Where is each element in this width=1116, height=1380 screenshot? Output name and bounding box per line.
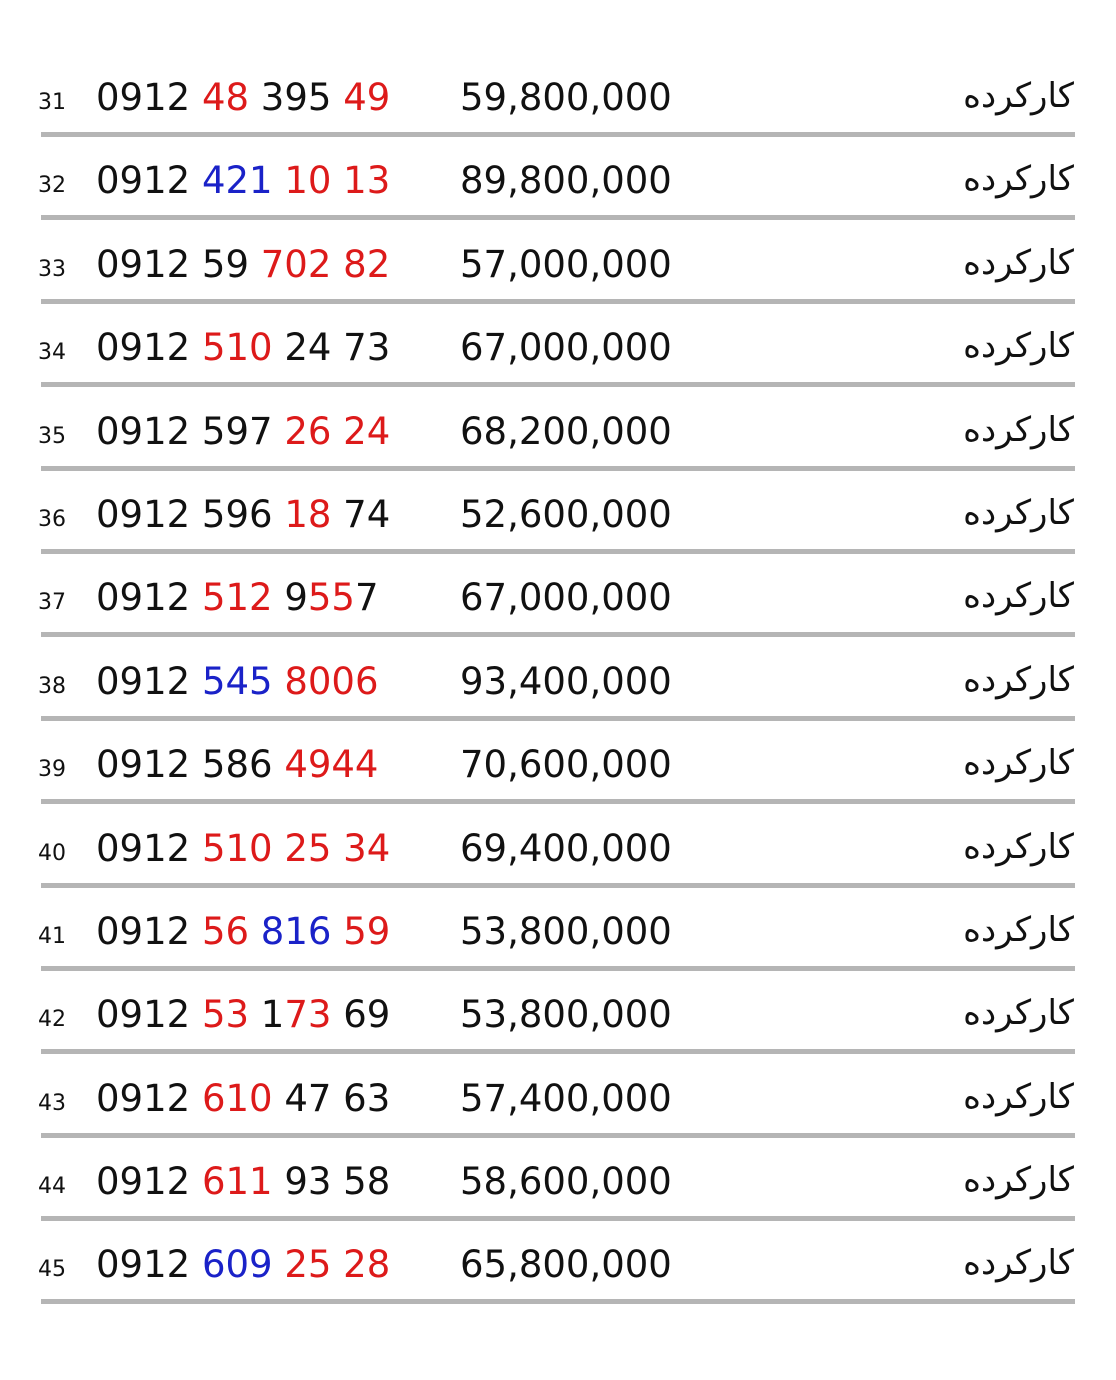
row-index: 37 <box>38 590 66 616</box>
phone-number-segment: 26 24 <box>284 409 391 453</box>
phone-number-segment: 59 <box>343 909 391 953</box>
condition-label: کارکرده <box>963 492 1074 533</box>
phone-number <box>96 410 390 454</box>
condition-label: کارکرده <box>963 76 1074 116</box>
row-index: 32 <box>38 173 66 199</box>
phone-number-segment: 0912 <box>96 576 202 620</box>
price: 69,400,000 <box>460 826 672 870</box>
row-divider <box>41 966 1075 971</box>
phone-number-segment: 421 <box>201 159 273 203</box>
row-divider <box>41 466 1075 471</box>
phone-number-segment: 512 <box>201 576 273 620</box>
phone-number-segment: 10 13 <box>284 159 391 203</box>
phone-number-segment: 0912 <box>96 159 202 203</box>
phone-number <box>96 660 379 704</box>
phone-number <box>96 827 390 871</box>
row-index: 44 <box>38 1174 66 1200</box>
phone-number-segment: 7 <box>354 576 379 620</box>
row-divider <box>41 1299 1075 1304</box>
condition-label: کارکرده <box>963 743 1074 784</box>
row-index: 38 <box>38 673 66 699</box>
row-index: 45 <box>38 1257 66 1283</box>
phone-number <box>96 326 390 370</box>
price: 53,800,000 <box>460 909 672 953</box>
list-item <box>0 805 1116 888</box>
phone-number-segment: 0912 <box>96 326 202 370</box>
phone-number-segment: 0912 586 <box>96 743 285 787</box>
row-divider <box>41 549 1075 554</box>
row-index: 36 <box>38 506 66 532</box>
phone-number-segment: 18 <box>284 492 332 536</box>
phone-number <box>96 493 390 537</box>
phone-number <box>96 910 390 954</box>
list-item <box>0 1055 1116 1138</box>
price: 67,000,000 <box>460 576 672 620</box>
condition-label: کارکرده <box>963 1243 1074 1284</box>
phone-number-segment: 610 <box>201 1076 273 1120</box>
condition-label: کارکرده <box>963 576 1074 617</box>
condition-label: کارکرده <box>963 159 1074 200</box>
price: 93,400,000 <box>460 659 672 703</box>
condition-label: کارکرده <box>963 826 1074 867</box>
row-divider <box>41 132 1075 137</box>
phone-number-segment: 0912 <box>96 909 202 953</box>
price: 70,600,000 <box>460 743 672 787</box>
phone-number-segment: 48 <box>201 76 250 119</box>
phone-number <box>96 1077 390 1121</box>
phone-number-segment: 0912 <box>96 659 202 703</box>
row-index: 41 <box>38 923 66 949</box>
phone-number-segment: 0912 596 <box>96 492 285 536</box>
price: 57,000,000 <box>460 242 672 286</box>
list-item <box>0 1221 1116 1304</box>
list-item <box>0 471 1116 554</box>
phone-number-segment: 24 73 <box>272 326 391 370</box>
phone-number <box>96 159 390 203</box>
phone-number <box>96 993 390 1037</box>
phone-number-segment: 47 63 <box>272 1076 391 1120</box>
phone-number <box>96 743 378 787</box>
phone-number-segment: 25 28 <box>284 1243 391 1287</box>
phone-number-segment: 0912 <box>96 1076 202 1120</box>
condition-label: کارکرده <box>963 993 1074 1034</box>
list-item <box>0 554 1116 637</box>
row-divider <box>41 1049 1075 1054</box>
phone-number <box>96 243 390 287</box>
phone-number-segment: 0912 59 <box>96 242 261 286</box>
phone-number-segment: 702 82 <box>260 242 391 286</box>
phone-number-segment: 0912 597 <box>96 409 285 453</box>
row-index: 33 <box>38 256 66 282</box>
phone-number-segment: 0912 <box>96 1160 202 1204</box>
phone-number <box>96 76 390 120</box>
phone-number-segment <box>249 910 261 953</box>
list-item <box>0 388 1116 471</box>
phone-number-segment <box>273 159 285 202</box>
condition-label: کارکرده <box>963 409 1074 450</box>
row-index: 39 <box>38 757 66 783</box>
phone-number-segment: 816 <box>260 909 332 953</box>
price: 68,200,000 <box>460 409 672 453</box>
phone-number-segment: 56 <box>201 909 250 953</box>
row-divider <box>41 1216 1075 1221</box>
row-divider <box>41 716 1075 721</box>
price: 59,800,000 <box>460 76 672 119</box>
list-item <box>0 1138 1116 1221</box>
phone-number-segment <box>273 660 285 703</box>
phone-number-segment: 9 <box>272 576 308 620</box>
phone-number-segment: 49 <box>343 76 391 119</box>
phone-number-segment: 1 <box>249 993 285 1037</box>
phone-number-segment <box>331 910 343 953</box>
list-item <box>0 721 1116 804</box>
row-divider <box>41 883 1075 888</box>
row-divider <box>41 382 1075 387</box>
phone-number-segment: 74 <box>331 492 391 536</box>
phone-number <box>96 1160 390 1204</box>
list-item <box>0 638 1116 721</box>
phone-number-segment: 0912 <box>96 1243 202 1287</box>
condition-label: کارکرده <box>963 1076 1074 1117</box>
price: 67,000,000 <box>460 326 672 370</box>
phone-number-segment: 510 25 34 <box>201 826 391 870</box>
price: 57,400,000 <box>460 1076 672 1120</box>
phone-number-segment: 0912 <box>96 993 202 1037</box>
phone-number-segment: 55 <box>307 576 355 620</box>
phone-number-segment: 545 <box>201 659 273 703</box>
row-divider <box>41 799 1075 804</box>
price: 58,600,000 <box>460 1160 672 1204</box>
condition-label: کارکرده <box>963 909 1074 950</box>
phone-number-segment: 510 <box>201 326 273 370</box>
row-index: 40 <box>38 840 66 866</box>
phone-number <box>96 1243 390 1287</box>
phone-number-segment: 611 <box>201 1160 273 1204</box>
phone-number-segment: 0912 <box>96 76 202 119</box>
phone-number-segment: 4944 <box>284 743 379 787</box>
price: 52,600,000 <box>460 492 672 536</box>
list-item <box>0 137 1116 220</box>
sim-number-list <box>0 54 1116 1305</box>
phone-number <box>96 576 379 620</box>
price: 53,800,000 <box>460 993 672 1037</box>
phone-number-segment: 93 58 <box>272 1160 391 1204</box>
row-index: 43 <box>38 1090 66 1116</box>
phone-number-segment: 69 <box>331 993 391 1037</box>
row-divider <box>41 1133 1075 1138</box>
list-item <box>0 971 1116 1054</box>
row-index: 31 <box>38 90 66 115</box>
price: 89,800,000 <box>460 159 672 203</box>
phone-number-segment: 8006 <box>284 659 379 703</box>
phone-number-segment: 609 <box>201 1243 273 1287</box>
phone-number-segment: 73 <box>284 993 332 1037</box>
row-index: 35 <box>38 423 66 449</box>
row-divider <box>41 299 1075 304</box>
list-item <box>0 54 1116 137</box>
price: 65,800,000 <box>460 1243 672 1287</box>
row-divider <box>41 215 1075 220</box>
phone-number-segment: 53 <box>201 993 250 1037</box>
phone-number-segment: 395 <box>249 76 344 119</box>
list-item <box>0 888 1116 971</box>
row-index: 34 <box>38 340 66 366</box>
phone-number-segment: 0912 <box>96 826 202 870</box>
list-item <box>0 221 1116 304</box>
row-divider <box>41 632 1075 637</box>
condition-label: کارکرده <box>963 326 1074 367</box>
condition-label: کارکرده <box>963 1160 1074 1201</box>
list-item <box>0 304 1116 387</box>
row-index: 42 <box>38 1007 66 1033</box>
phone-number-segment <box>273 1243 285 1286</box>
condition-label: کارکرده <box>963 659 1074 700</box>
condition-label: کارکرده <box>963 242 1074 283</box>
